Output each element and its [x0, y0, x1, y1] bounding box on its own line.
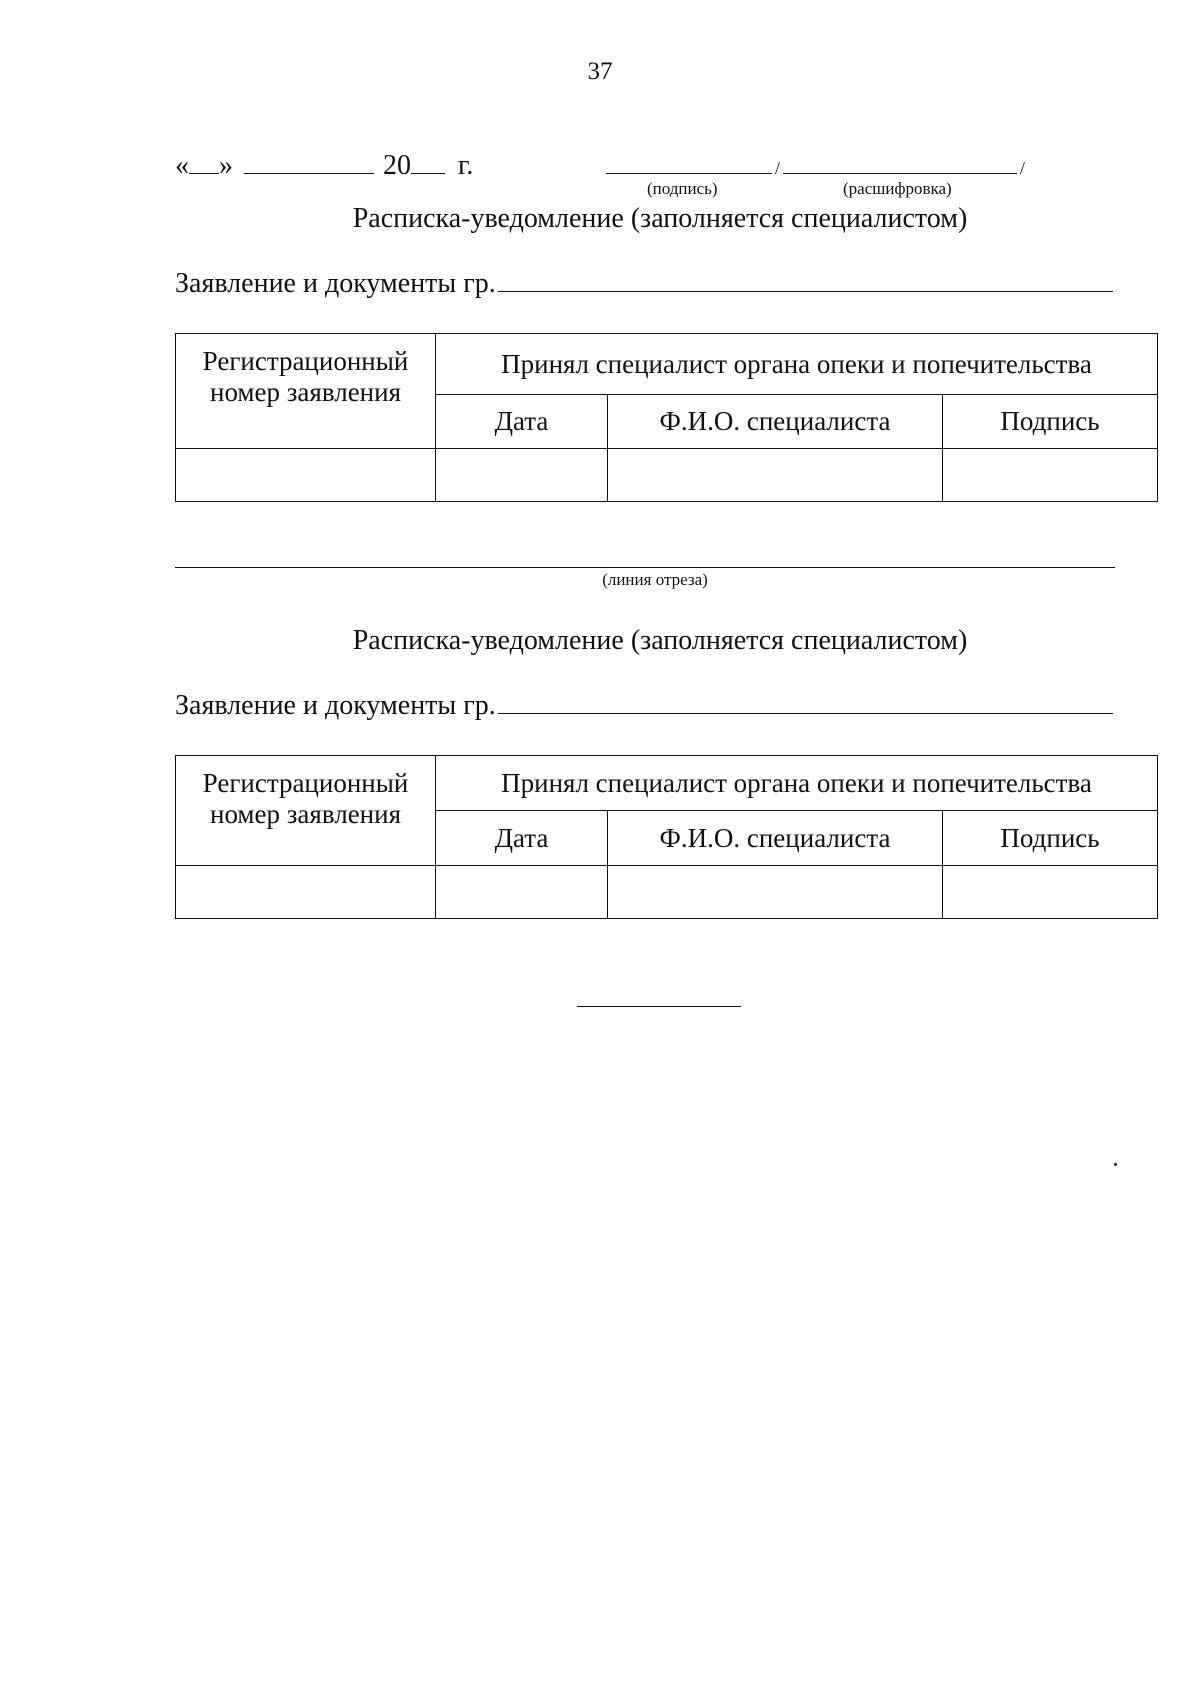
month-field[interactable]	[244, 151, 374, 174]
end-rule	[577, 1006, 741, 1007]
docs-line-bottom	[175, 690, 1113, 722]
signature-field[interactable]	[606, 151, 772, 174]
docs-label-bottom: Заявление и документы гр.	[175, 690, 496, 721]
date-cell[interactable]	[436, 866, 608, 919]
docs-line-top	[175, 268, 1113, 300]
close-quote: »	[219, 150, 233, 181]
signature-header: Подпись	[943, 811, 1158, 866]
signature-cell[interactable]	[943, 449, 1158, 502]
receipt-title-bottom: Расписка-уведомление (заполняется специалистом)	[352, 625, 968, 656]
decoding-separator: /	[1020, 158, 1026, 178]
date-header: Дата	[436, 395, 608, 449]
signature-header: Подпись	[943, 395, 1158, 449]
fio-cell[interactable]	[608, 449, 943, 502]
reg-number-cell[interactable]	[176, 866, 436, 919]
decoding-caption: (расшифровка)	[843, 179, 952, 198]
reg-number-header: Регистрационный номер заявления	[176, 334, 436, 449]
cut-line	[175, 567, 1115, 568]
fio-cell[interactable]	[608, 866, 943, 919]
page-number: 37	[587, 58, 613, 85]
open-quote: «	[175, 150, 189, 181]
accepted-header: Принял специалист органа опеки и попечительства	[436, 334, 1158, 395]
day-field[interactable]	[189, 151, 219, 174]
year-suffix: г.	[458, 150, 474, 181]
citizen-name-field-bottom[interactable]	[498, 691, 1113, 714]
citizen-name-field-top[interactable]	[498, 269, 1113, 292]
signature-separator: /	[775, 158, 781, 178]
date-line	[175, 150, 473, 182]
receipt-table-top	[175, 333, 1158, 502]
scan-speck	[1114, 1163, 1117, 1166]
cut-line-caption: (линия отреза)	[602, 570, 708, 589]
docs-label-top: Заявление и документы гр.	[175, 268, 496, 299]
signature-caption: (подпись)	[647, 179, 718, 198]
reg-number-header: Регистрационный номер заявления	[176, 756, 436, 866]
fio-header: Ф.И.О. специалиста	[608, 811, 943, 866]
receipt-table-bottom	[175, 755, 1158, 919]
signature-line	[606, 150, 1025, 182]
signature-cell[interactable]	[943, 866, 1158, 919]
year-prefix: 20	[383, 150, 411, 181]
accepted-header: Принял специалист органа опеки и попечительства	[436, 756, 1158, 811]
fio-header: Ф.И.О. специалиста	[608, 395, 943, 449]
reg-number-cell[interactable]	[176, 449, 436, 502]
year-field[interactable]	[411, 151, 445, 174]
decoding-field[interactable]	[783, 151, 1017, 174]
date-header: Дата	[436, 811, 608, 866]
receipt-title-top: Расписка-уведомление (заполняется специалистом)	[352, 203, 968, 234]
date-cell[interactable]	[436, 449, 608, 502]
